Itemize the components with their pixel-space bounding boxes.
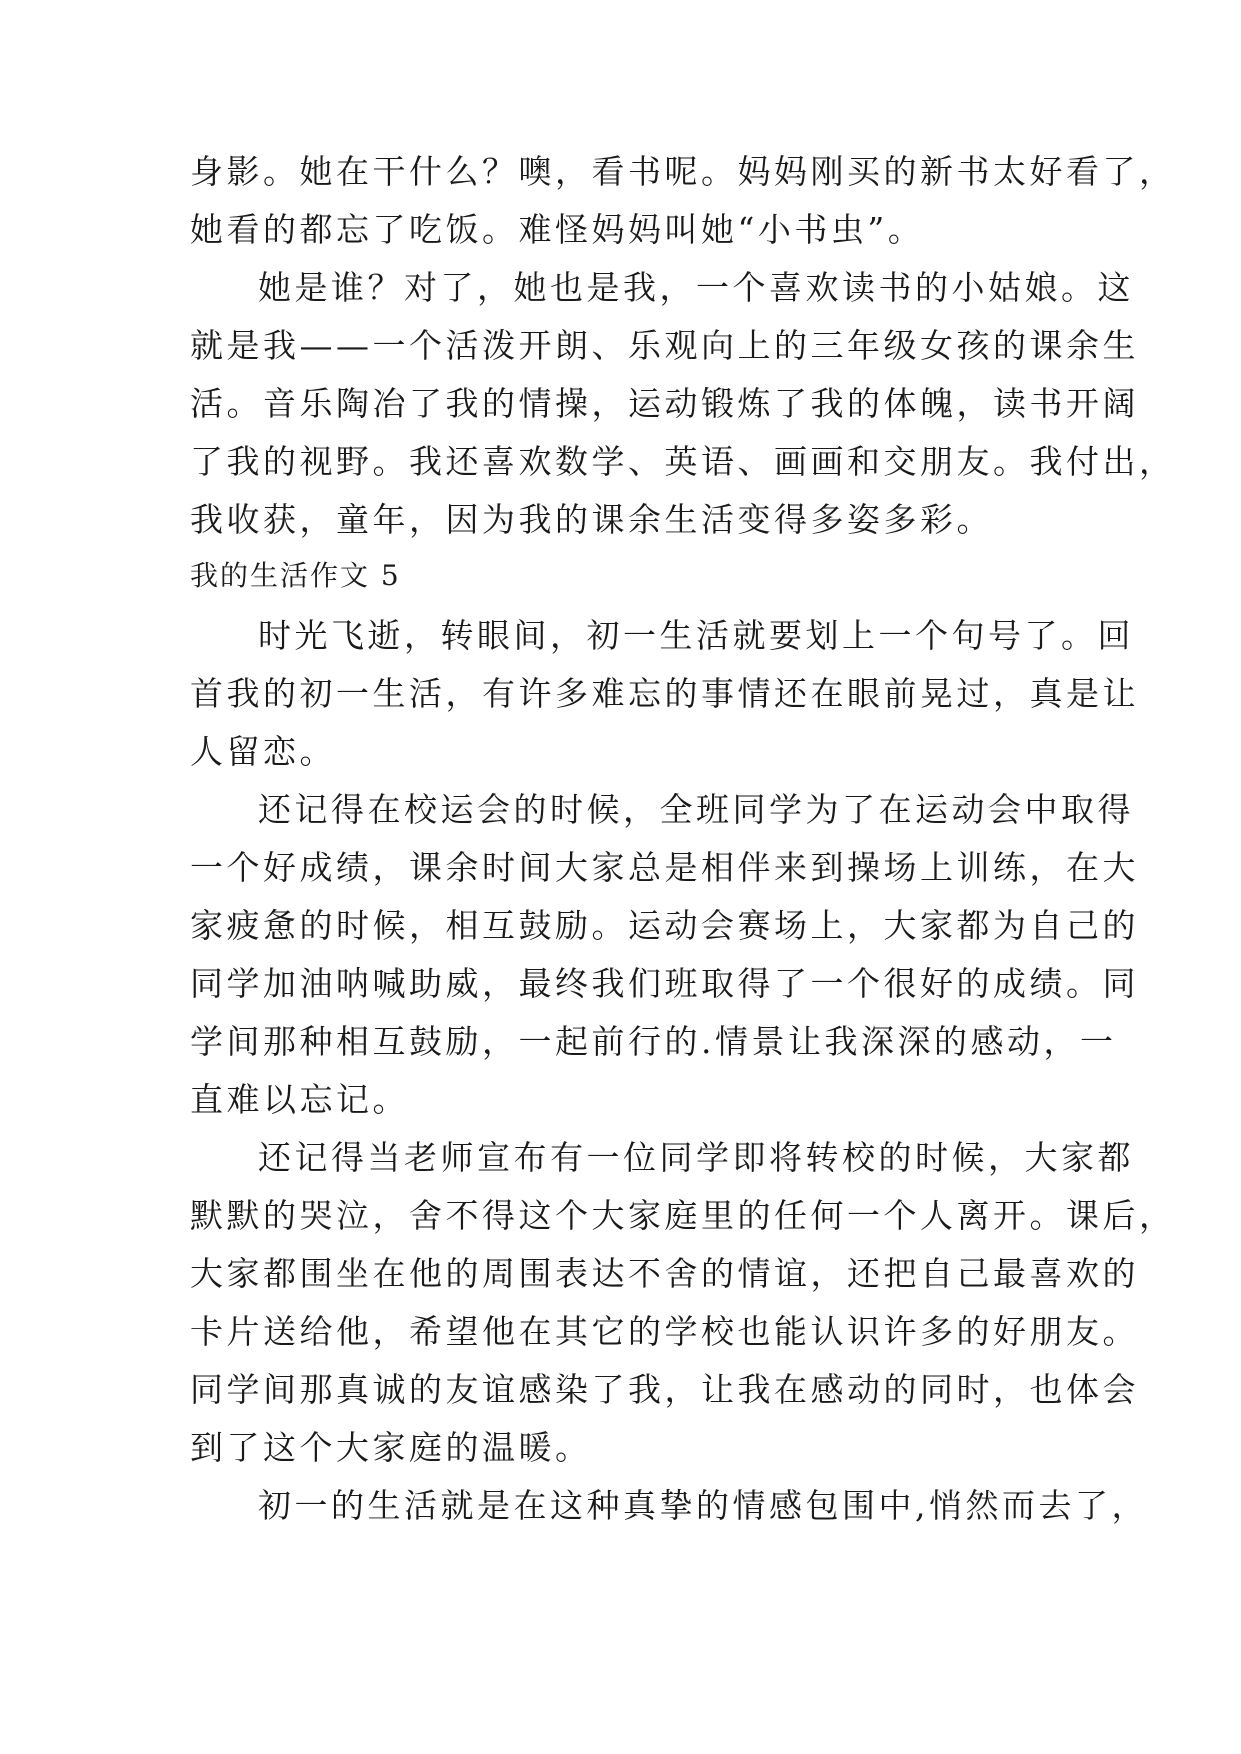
text-line: 同学加油呐喊助威，最终我们班取得了一个很好的成绩。同 <box>190 964 1139 1003</box>
text-line: 她看的都忘了吃饭。难怪妈妈叫她“小书虫”。 <box>190 210 925 249</box>
text-line: 卡片送给他，希望他在其它的学校也能认识许多的好朋友。 <box>190 1312 1139 1351</box>
text-line: 直难以忘记。 <box>190 1080 409 1119</box>
text-line: 首我的初一生活，有许多难忘的事情还在眼前晃过，真是让 <box>190 674 1139 713</box>
text-line: 就是我——一个活泼开朗、乐观向上的三年级女孩的课余生 <box>190 326 1139 365</box>
text-line: 一个好成绩，课余时间大家总是相伴来到操场上训练，在大 <box>190 848 1139 887</box>
text-line: 活。音乐陶冶了我的情操，运动锻炼了我的体魄，读书开阔 <box>190 384 1139 423</box>
text-line: 同学间那真诚的友谊感染了我，让我在感动的同时，也体会 <box>190 1370 1139 1409</box>
text-line: 身影。她在干什么？噢，看书呢。妈妈刚买的新书太好看了， <box>190 152 1176 191</box>
text-line: 还记得当老师宣布有一位同学即将转校的时候，大家都 <box>258 1138 1134 1177</box>
text-line: 了我的视野。我还喜欢数学、英语、画画和交朋友。我付出， <box>190 442 1176 481</box>
text-line: 人留恋。 <box>190 732 336 771</box>
text-line: 学间那种相互鼓励，一起前行的.情景让我深深的感动，一 <box>190 1022 1117 1061</box>
text-line: 大家都围坐在他的周围表达不舍的情谊，还把自己最喜欢的 <box>190 1254 1139 1293</box>
text-line: 到了这个大家庭的温暖。 <box>190 1428 592 1467</box>
text-line: 家疲惫的时候，相互鼓励。运动会赛场上，大家都为自己的 <box>190 906 1139 945</box>
text-line: 我收获，童年，因为我的课余生活变得多姿多彩。 <box>190 500 993 539</box>
text-line: 默默的哭泣，舍不得这个大家庭里的任何一个人离开。课后， <box>190 1196 1176 1235</box>
section-heading: 我的生活作文 5 <box>190 559 401 592</box>
text-line: 初一的生活就是在这种真挚的情感包围中,悄然而去了， <box>258 1486 1148 1525</box>
text-line: 她是谁？对了，她也是我，一个喜欢读书的小姑娘。这 <box>258 268 1134 307</box>
text-line: 还记得在校运会的时候，全班同学为了在运动会中取得 <box>258 790 1134 829</box>
text-line: 时光飞逝，转眼间，初一生活就要划上一个句号了。回 <box>258 616 1134 655</box>
